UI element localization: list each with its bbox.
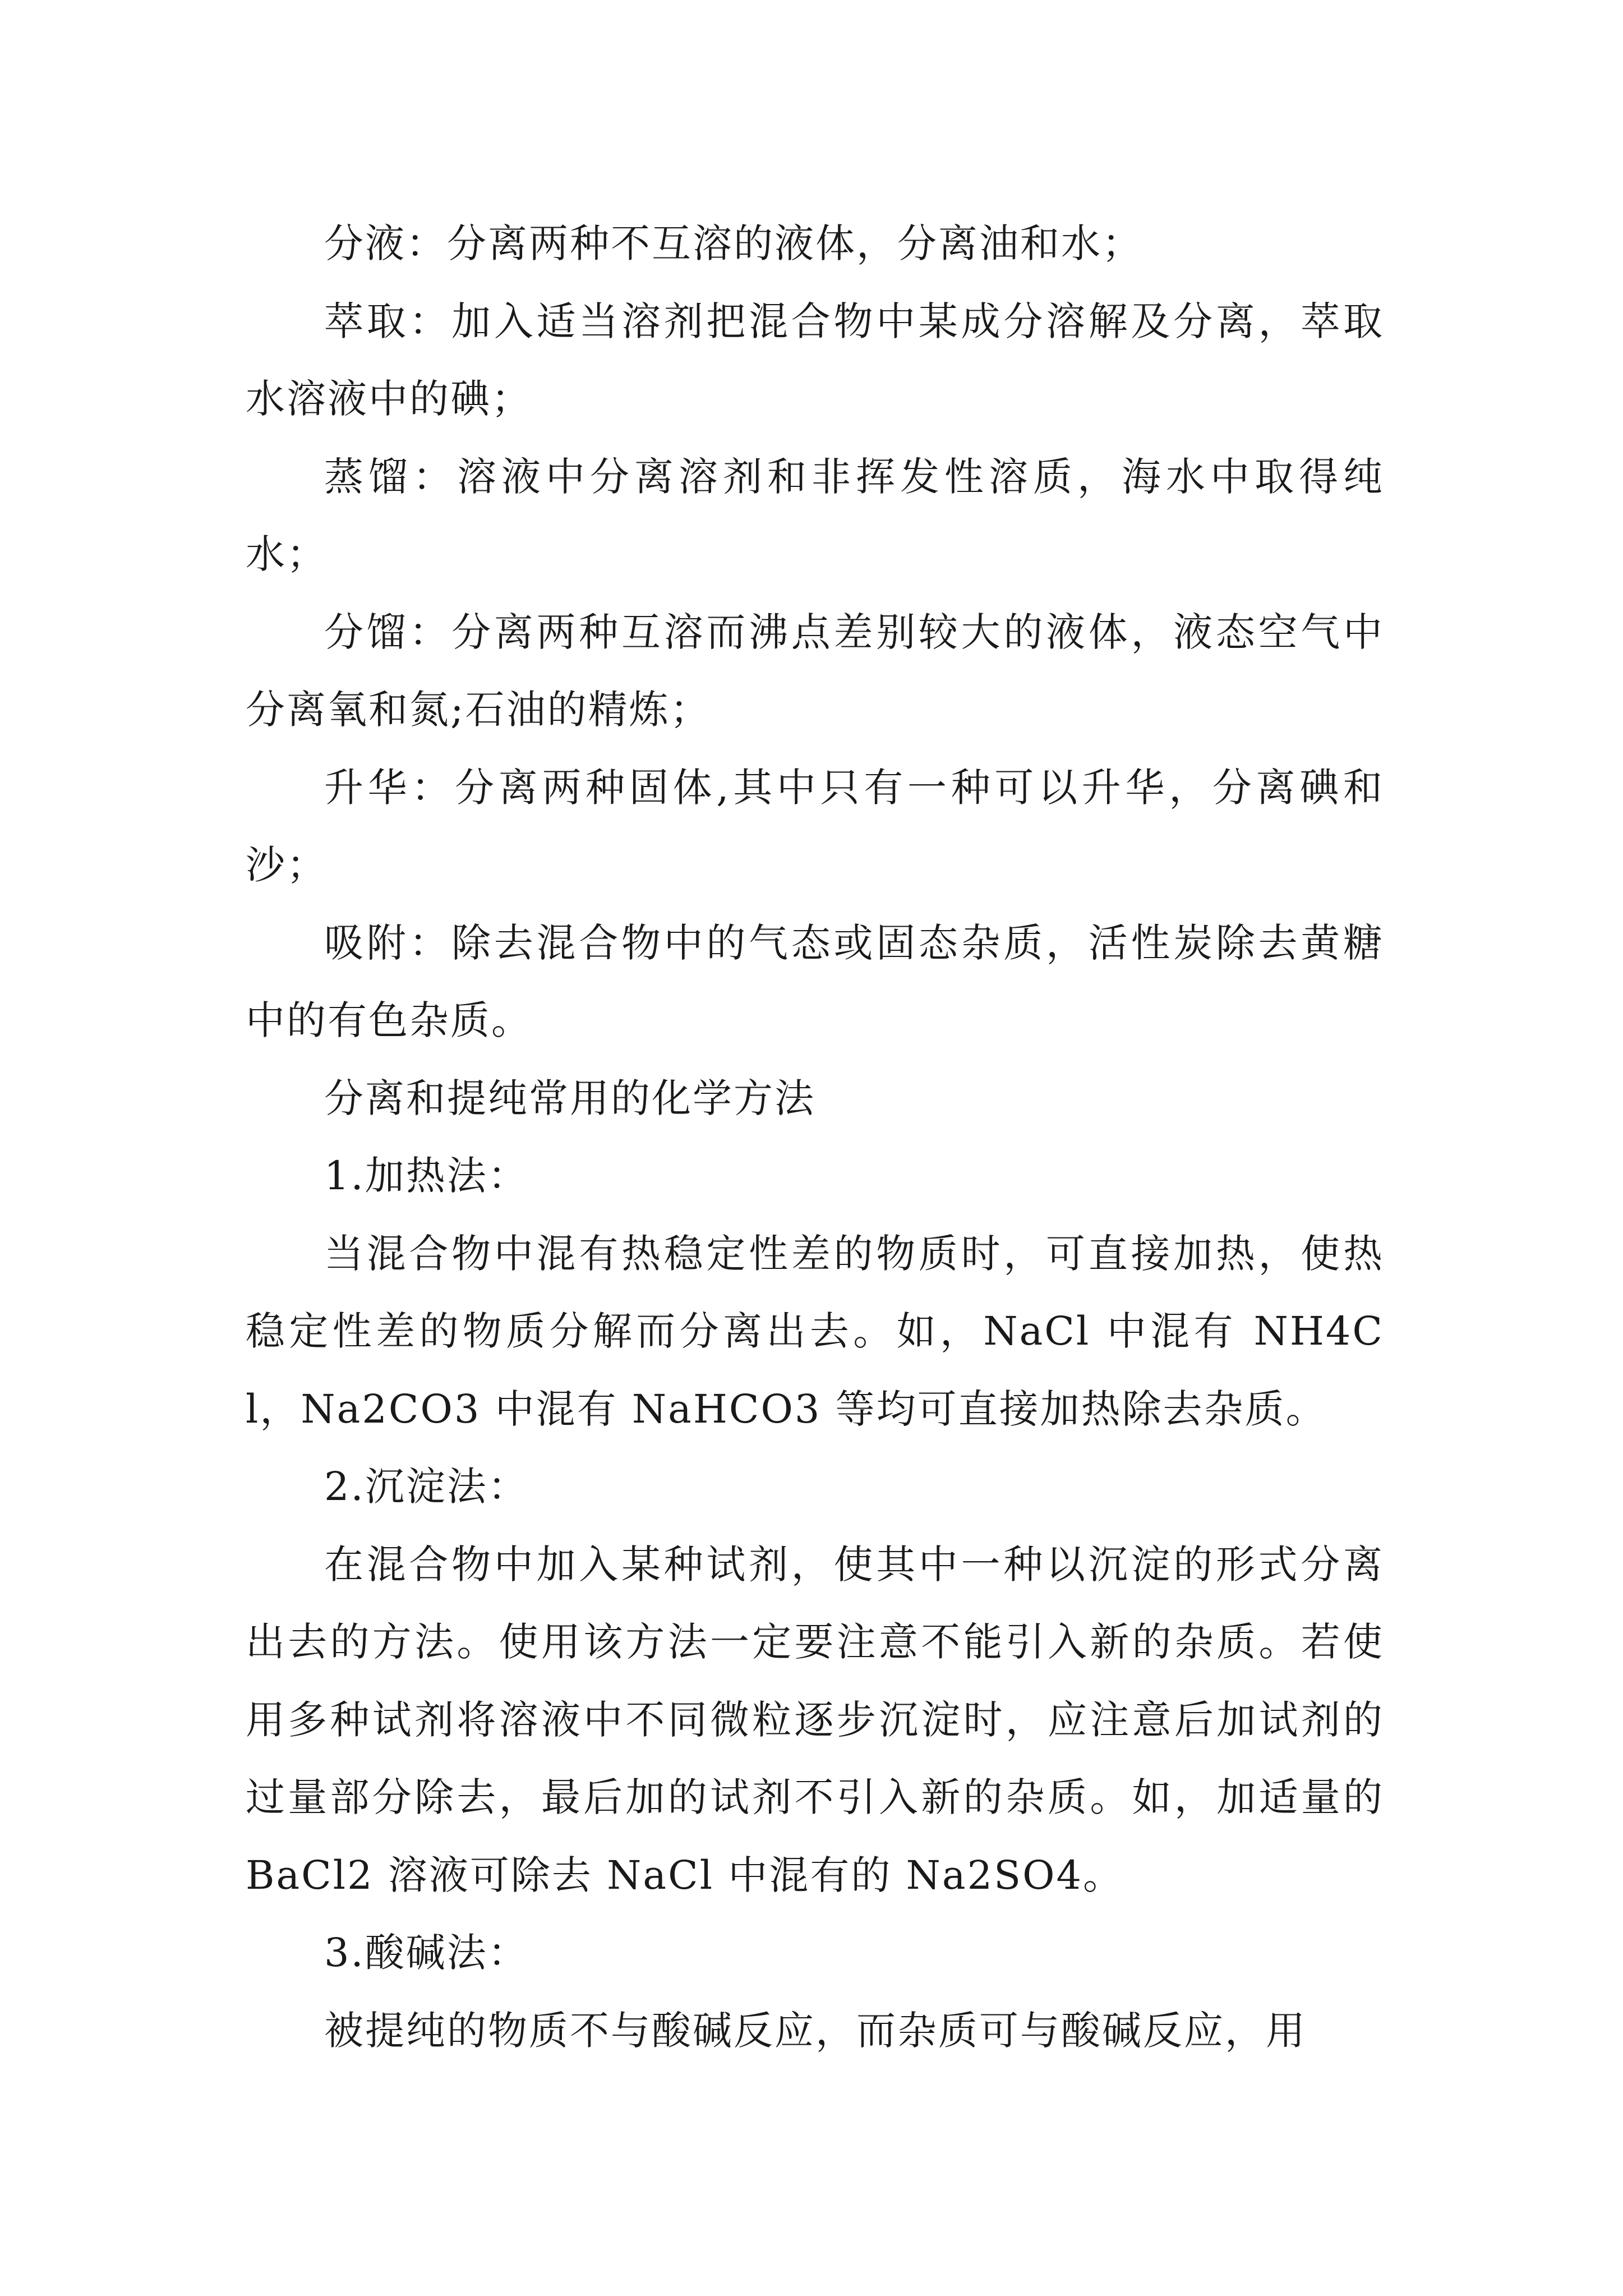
paragraph-heating-method: 当混合物中混有热稳定性差的物质时，可直接加热，使热稳定性差的物质分解而分离出去。如，NaCl 中混有 NH4Cl，Na2CO3 中混有 NaHCO3 等均可直接加热除去杂质。 xyxy=(246,1230,1384,1432)
subheading-acid-base-method: 3.酸碱法： xyxy=(324,1930,529,1976)
paragraph-extraction: 萃取：加入适当溶剂把混合物中某成分溶解及分离，萃取水溶液中的碘； xyxy=(246,298,1384,422)
paragraph-adsorption: 吸附：除去混合物中的气态或固态杂质，活性炭除去黄糖中的有色杂质。 xyxy=(246,919,1384,1043)
subheading-precipitation-method: 2.沉淀法： xyxy=(324,1464,529,1510)
document-body xyxy=(246,205,1384,2069)
paragraph-liquid-separation: 分液：分离两种不互溶的液体，分离油和水； xyxy=(324,220,1143,266)
subheading-heating-method: 1.加热法： xyxy=(324,1153,529,1199)
paragraph-acid-base-method: 被提纯的物质不与酸碱反应，而杂质可与酸碱反应，用 xyxy=(324,2007,1307,2054)
paragraph-distillation: 蒸馏：溶液中分离溶剂和非挥发性溶质，海水中取得纯水； xyxy=(246,453,1384,577)
paragraph-sublimation: 升华：分离两种固体,其中只有一种可以升华，分离碘和沙； xyxy=(246,764,1384,888)
section-heading-chemical-methods: 分离和提纯常用的化学方法 xyxy=(324,1075,815,1121)
paragraph-precipitation-method: 在混合物中加入某种试剂，使其中一种以沉淀的形式分离出去的方法。使用该方法一定要注意不能引入新的杂质。若使用多种试剂将溶液中不同微粒逐步沉淀时，应注意后加试剂的过量部分除去，最后加的试剂不引入新的杂质。如，加适量的 BaCl2 溶液可除去 NaCl 中混有的 Na2SO4。 xyxy=(246,1541,1384,1898)
paragraph-fractional-distillation: 分馏：分离两种互溶而沸点差别较大的液体，液态空气中分离氧和氮;石油的精炼； xyxy=(246,609,1384,733)
